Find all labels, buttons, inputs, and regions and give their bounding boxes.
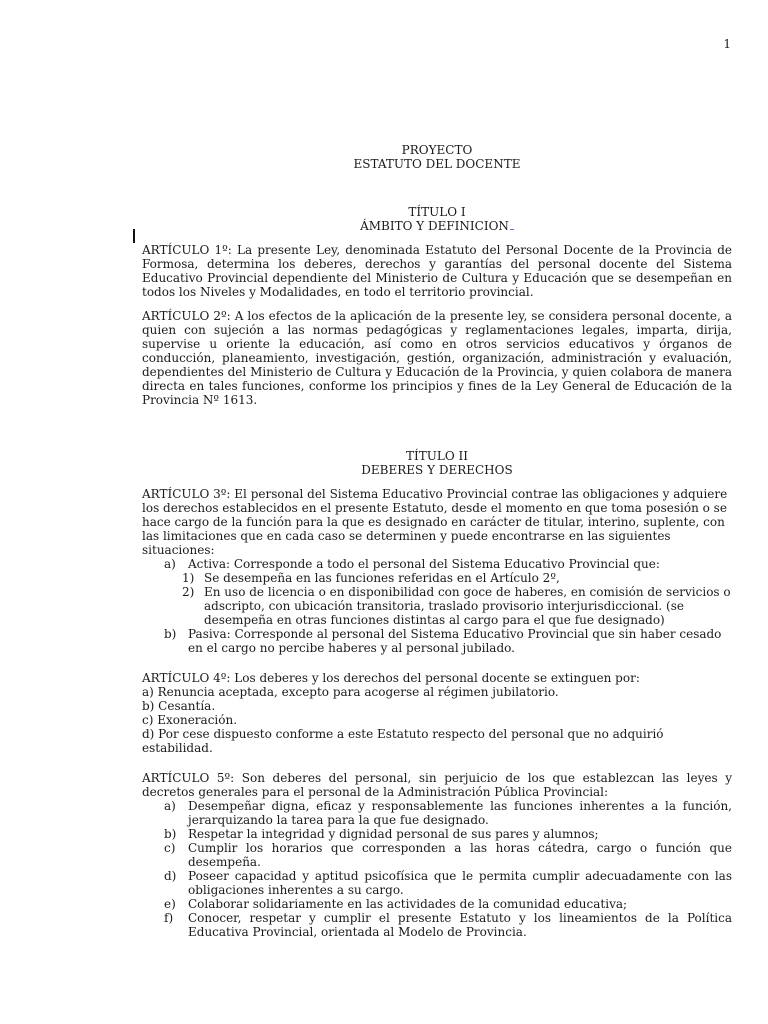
titulo-1-subheading (142, 219, 732, 233)
article-4-item-d: d) Por cese dispuesto conforme a este Estatuto respecto del personal que no adquirió estabilidad. (142, 727, 664, 755)
article-3-sublist (142, 571, 732, 627)
list-item (142, 841, 732, 869)
article-3-intro: ARTÍCULO 3º: El personal del Sistema Educativo Provincial contrae las obligaciones y adquiere los derechos establecidos en el presente Estatuto, desde el momento en que toma posesión o se hace cargo de la función para la que es designado en carácter de titular, interino, suplente, con las limitaciones que en cada caso se determinen y puede encontrarse en las siguientes situaciones: (142, 487, 728, 557)
list-item-text: Respetar la integridad y dignidad personal de sus pares y alumnos; (188, 827, 599, 841)
list-marker: b) (164, 627, 177, 641)
formatting-mark-icon (510, 227, 514, 230)
list-marker: 2) (182, 585, 195, 599)
list-item-text: Poseer capacidad y aptitud psicofísica que le permita cumplir adecuadamente con las obligaciones inherentes a su cargo. (188, 869, 732, 897)
titulo-2-heading: TÍTULO II (406, 449, 468, 463)
list-marker: c) (164, 841, 176, 855)
document-body (142, 143, 732, 939)
article-4-item-b: b) Cesantía. (142, 699, 216, 713)
list-item-text: Desempeñar digna, eficaz y responsablemente las funciones inherentes a la función, jerarquizando la tarea para la que fue designado. (188, 799, 732, 827)
list-item (142, 897, 732, 911)
list-item (142, 627, 732, 655)
list-item (142, 799, 732, 827)
list-item-text: Colaborar solidariamente en las actividades de la comunidad educativa; (188, 897, 628, 911)
article-4-item-a: a) Renuncia aceptada, excepto para acogerse al régimen jubilatorio. (142, 685, 559, 699)
list-marker: f) (164, 911, 174, 925)
list-item (142, 585, 732, 627)
article-3-list (142, 557, 732, 655)
article-4-intro: ARTÍCULO 4º: Los deberes y los derechos del personal docente se extinguen por: (142, 671, 640, 685)
list-item-text: Cumplir los horarios que corresponden a las horas cátedra, cargo o función que desempeña. (188, 841, 732, 869)
list-item-text: Pasiva: Corresponde al personal del Sistema Educativo Provincial que sin haber cesado en el cargo no percibe haberes y al personal jubilado. (188, 627, 722, 655)
titulo-2-subheading: DEBERES Y DERECHOS (361, 463, 513, 477)
text-cursor (133, 229, 135, 243)
article-2: ARTÍCULO 2º: A los efectos de la aplicación de la presente ley, se considera personal docente, a quien con sujeción a las normas pedagógicas y reglamentaciones legales, imparta, dirija, supervise u oriente la educación, así como en otros servicios educativos y órganos de conducción, planeamiento, investigación, gestión, organización, administración y evaluación, dependientes del Ministerio de Cultura y Educación de la Provincia, y quien colabora de manera directa en tales funciones, conforme los principios y fines de la Ley General de Educación de la Provincia Nº 1613. (142, 309, 732, 407)
list-item-text: Conocer, respetar y cumplir el presente Estatuto y los lineamientos de la Política Educativa Provincial, orientada al Modelo de Provincia. (188, 911, 732, 939)
list-item (142, 827, 732, 841)
list-item-text: En uso de licencia o en disponibilidad con goce de haberes, en comisión de servicios o adscripto, con ubicación transitoria, traslado provisorio interjurisdiccional. (se desempeña en otras funciones distintas al cargo para el que fue designado) (204, 585, 731, 627)
article-1: ARTÍCULO 1º: La presente Ley, denominada Estatuto del Personal Docente de la Provincia de Formosa, determina los deberes, derechos y garantías del personal docente del Sistema Educativo Provincial dependiente del Ministerio de Cultura y Educación que se desempeñan en todos los Niveles y Modalidades, en todo el territorio provincial. (142, 243, 732, 299)
list-item-text: Activa: Corresponde a todo el personal del Sistema Educativo Provincial que: (188, 557, 660, 571)
list-marker: 1) (182, 571, 195, 585)
list-item (142, 869, 732, 897)
list-marker: a) (164, 557, 176, 571)
list-item (142, 557, 732, 627)
titulo-1-subheading-text: ÁMBITO Y DEFINICION (360, 219, 509, 233)
article-5-intro: ARTÍCULO 5º: Son deberes del personal, sin perjuicio de los que establezcan las leyes y decretos generales para el personal de la Administración Pública Provincial: (142, 771, 732, 799)
list-marker: a) (164, 799, 176, 813)
list-item (142, 571, 732, 585)
list-item-text: Se desempeña en las funciones referidas en el Artículo 2º, (204, 571, 560, 585)
list-marker: e) (164, 897, 176, 911)
page-number: 1 (723, 37, 731, 51)
header-line-1: PROYECTO (401, 143, 473, 157)
article-5-list (142, 799, 732, 939)
list-item (142, 911, 732, 939)
article-4-item-c: c) Exoneración. (142, 713, 238, 727)
list-marker: b) (164, 827, 177, 841)
header-line-2: ESTATUTO DEL DOCENTE (353, 157, 521, 171)
titulo-1-heading: TÍTULO I (408, 205, 466, 219)
list-marker: d) (164, 869, 177, 883)
